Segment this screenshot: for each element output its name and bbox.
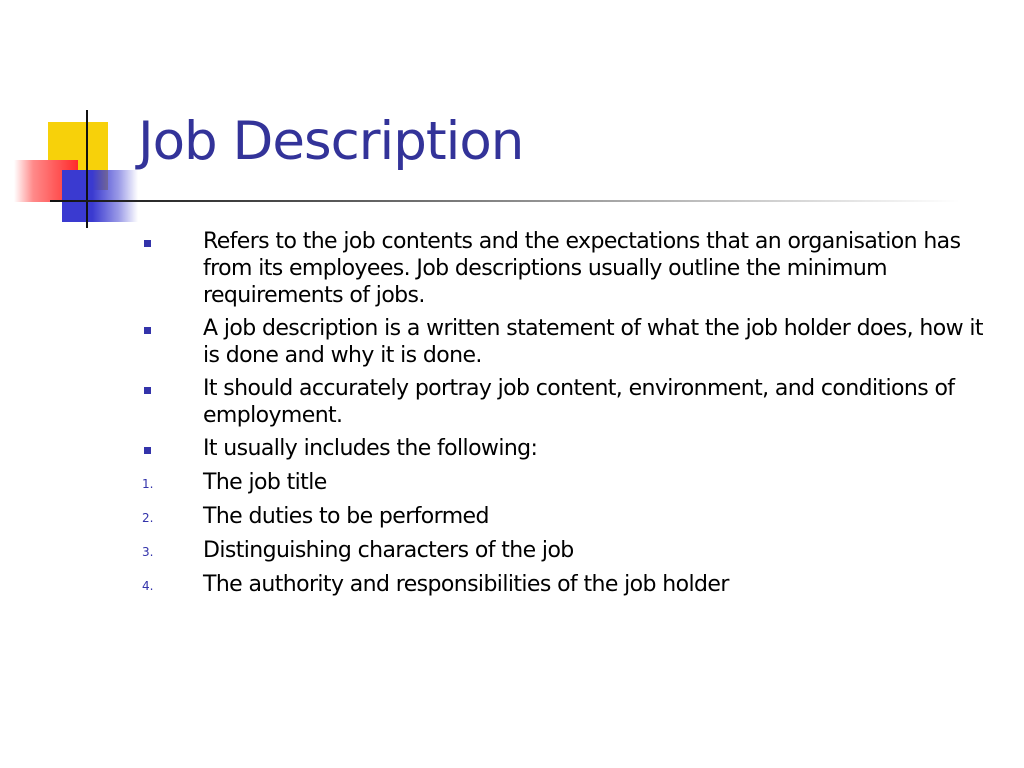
square-bullet-icon (144, 240, 151, 247)
vertical-rule (86, 110, 88, 228)
bullet-item (140, 435, 1000, 463)
item-number: 1. (142, 477, 154, 491)
slide-body (140, 228, 1000, 605)
bullet-item (140, 315, 1000, 369)
blue-gradient-decoration (62, 170, 138, 222)
bullet-text: A job description is a written statement of what the job holder does, how it is done and why it is done. (203, 316, 983, 368)
numbered-item (140, 571, 1000, 599)
numbered-item (140, 503, 1000, 531)
square-bullet-icon (144, 327, 151, 334)
item-number: 3. (142, 545, 154, 559)
numbered-text: The duties to be performed (203, 504, 489, 529)
numbered-text: The job title (203, 470, 327, 495)
slide-title: Job Description (138, 111, 524, 172)
bullet-text: Refers to the job contents and the expectations that an organisation has from its employees. Job descriptions usually outline the minimum requirements of jobs. (203, 229, 961, 308)
bullet-item (140, 375, 1000, 429)
bullet-item (140, 228, 1000, 309)
square-bullet-icon (144, 387, 151, 394)
numbered-item (140, 469, 1000, 497)
numbered-item (140, 537, 1000, 565)
item-number: 2. (142, 511, 154, 525)
numbered-text: The authority and responsibilities of the job holder (203, 572, 729, 597)
numbered-text: Distinguishing characters of the job (203, 538, 574, 563)
title-underline-rule (50, 200, 960, 202)
item-number: 4. (142, 579, 154, 593)
bullet-text: It should accurately portray job content, environment, and conditions of employment. (203, 376, 955, 428)
square-bullet-icon (144, 447, 151, 454)
bullet-text: It usually includes the following: (203, 436, 538, 461)
